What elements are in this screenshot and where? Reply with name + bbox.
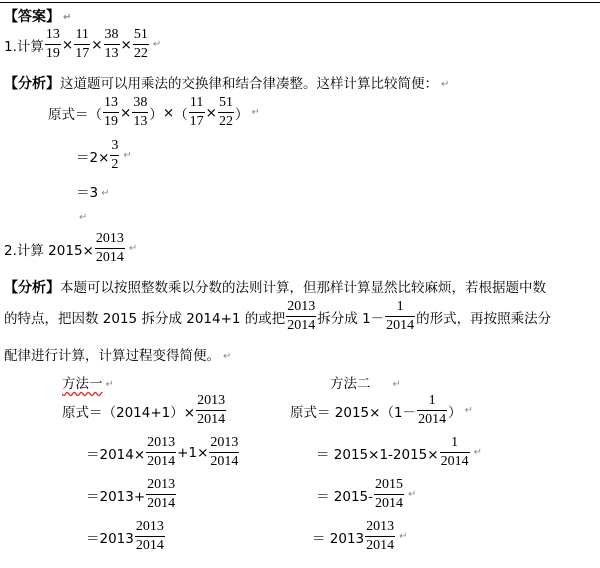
method-2-title: 方法二 ↵ xyxy=(330,376,401,392)
paragraph-mark: ↵ xyxy=(251,107,260,118)
fraction: $\frac{1}{2014}$ xyxy=(386,299,415,333)
analysis-1-step3: ＝3 ↵ xyxy=(76,185,110,201)
fraction: $\frac{11}{17}$ xyxy=(189,95,204,129)
method-2-row2: ＝ 2015×1-2015× $\frac{1}{2014}$ ↵ xyxy=(316,435,482,469)
fraction: $\frac{38}{13}$ xyxy=(104,27,119,61)
paragraph-mark: ↵ xyxy=(152,39,162,50)
answer-header: 【答案】 ↵ xyxy=(4,9,72,25)
paragraph-mark: ↵ xyxy=(223,350,232,362)
fraction: $\frac{13}{19}$ xyxy=(104,95,118,129)
question-1-label: 1.计算 xyxy=(4,38,44,55)
analysis-header: 【分析】 xyxy=(4,280,60,296)
paragraph-mark: ↵ xyxy=(101,187,110,199)
paragraph-mark: ↵ xyxy=(392,378,401,390)
fraction: $\frac{2013}{2014}$ xyxy=(210,435,239,469)
fraction: $\frac{2013}{2014}$ xyxy=(95,231,124,265)
fraction: $\frac{2013}{2014}$ xyxy=(287,299,316,333)
analysis-2-line2: 的特点，把因数 2015 拆分成 2014+1 的或把 $\frac{2013}{2014}$ 拆分成 1－ $\frac{1}{2014}$ 的形式，再按照乘法分 xyxy=(4,299,552,333)
paragraph-mark: ↵ xyxy=(105,378,114,390)
fraction: $\frac{1}{2014}$ xyxy=(418,393,447,427)
fraction: $\frac{2013}{2014}$ xyxy=(147,477,176,511)
fraction: $\frac{2013}{2014}$ xyxy=(366,519,395,553)
fraction: $\frac{1}{2014}$ xyxy=(440,435,469,469)
paragraph-mark: ↵ xyxy=(79,211,88,223)
fraction: $\frac{51}{22}$ xyxy=(218,95,233,129)
method-1-row1: 原式＝（2014+1）× $\frac{2013}{2014}$ xyxy=(62,393,226,427)
fraction: $\frac{2013}{2014}$ xyxy=(135,519,164,553)
analysis-1-step2: ＝2× $\frac{3}{2}$ ↵ xyxy=(76,138,132,172)
empty-paragraph xyxy=(76,209,87,225)
paragraph-mark: ↵ xyxy=(408,489,417,500)
fraction: $\frac{38}{13}$ xyxy=(133,95,148,129)
analysis-2-line3: 配律进行计算，计算过程变得简便。 ↵ xyxy=(4,348,232,364)
method-2-row4: ＝ 2013 $\frac{2013}{2014}$ ↵ xyxy=(312,519,408,553)
fraction: $\frac{3}{2}$ xyxy=(111,138,119,172)
fraction: $\frac{13}{19}$ xyxy=(45,27,60,61)
question-2 xyxy=(4,232,137,265)
method-2-row3: ＝ 2015- $\frac{2015}{2014}$ ↵ xyxy=(316,477,417,511)
method-1-row3: ＝2013+ $\frac{2013}{2014}$ xyxy=(86,477,176,511)
fraction: $\frac{51}{22}$ xyxy=(133,27,148,61)
paragraph-mark: ↵ xyxy=(473,447,482,458)
paragraph-mark: ↵ xyxy=(128,243,138,254)
method-1-row4: ＝2013 $\frac{2013}{2014}$ xyxy=(86,519,164,553)
paragraph-mark: ↵ xyxy=(63,11,72,23)
analysis-header: 【分析】 xyxy=(4,76,60,92)
paragraph-mark: ↵ xyxy=(464,405,473,416)
fraction: $\frac{2013}{2014}$ xyxy=(147,435,176,469)
method-2-row1: 原式＝ 2015×（1－ $\frac{1}{2014}$ ） ↵ xyxy=(290,393,473,427)
paragraph-mark: ↵ xyxy=(123,150,132,161)
top-rule xyxy=(0,2,600,3)
analysis-2-line1: 【分析】本题可以按照整数乘以分数的法则计算，但那样计算显然比较麻烦，若根据题中数 xyxy=(4,280,546,296)
method-1-row2: ＝2014× $\frac{2013}{2014}$ +1× $\frac{2013}{2014}$ xyxy=(86,435,239,469)
method-1-title: 方法一 ↵ xyxy=(62,376,114,392)
question-2-label: 2.计算 2015× xyxy=(4,242,94,259)
fraction: $\frac{2013}{2014}$ xyxy=(197,393,226,427)
paragraph-mark: ↵ xyxy=(399,531,408,542)
analysis-1-step1: 原式＝ （ $\frac{13}{19}$ × $\frac{38}{13}$ ） × （ $\frac{11}{17}$ × $\frac{51}{22}$ ） ↵ xyxy=(48,95,260,129)
fraction: $\frac{11}{17}$ xyxy=(75,27,90,61)
paragraph-mark: ↵ xyxy=(441,78,450,90)
analysis-1-intro: 【分析】这道题可以用乘法的交换律和结合律凑整。这样计算比较简便： ↵ xyxy=(4,76,450,92)
question-1: 1.计算 $\frac{13}{19}$ × $\frac{11}{17}$ × $\frac{38}{13}$ × $\frac{51}{22}$ ↵ xyxy=(4,27,162,61)
fraction: $\frac{2015}{2014}$ xyxy=(375,477,404,511)
